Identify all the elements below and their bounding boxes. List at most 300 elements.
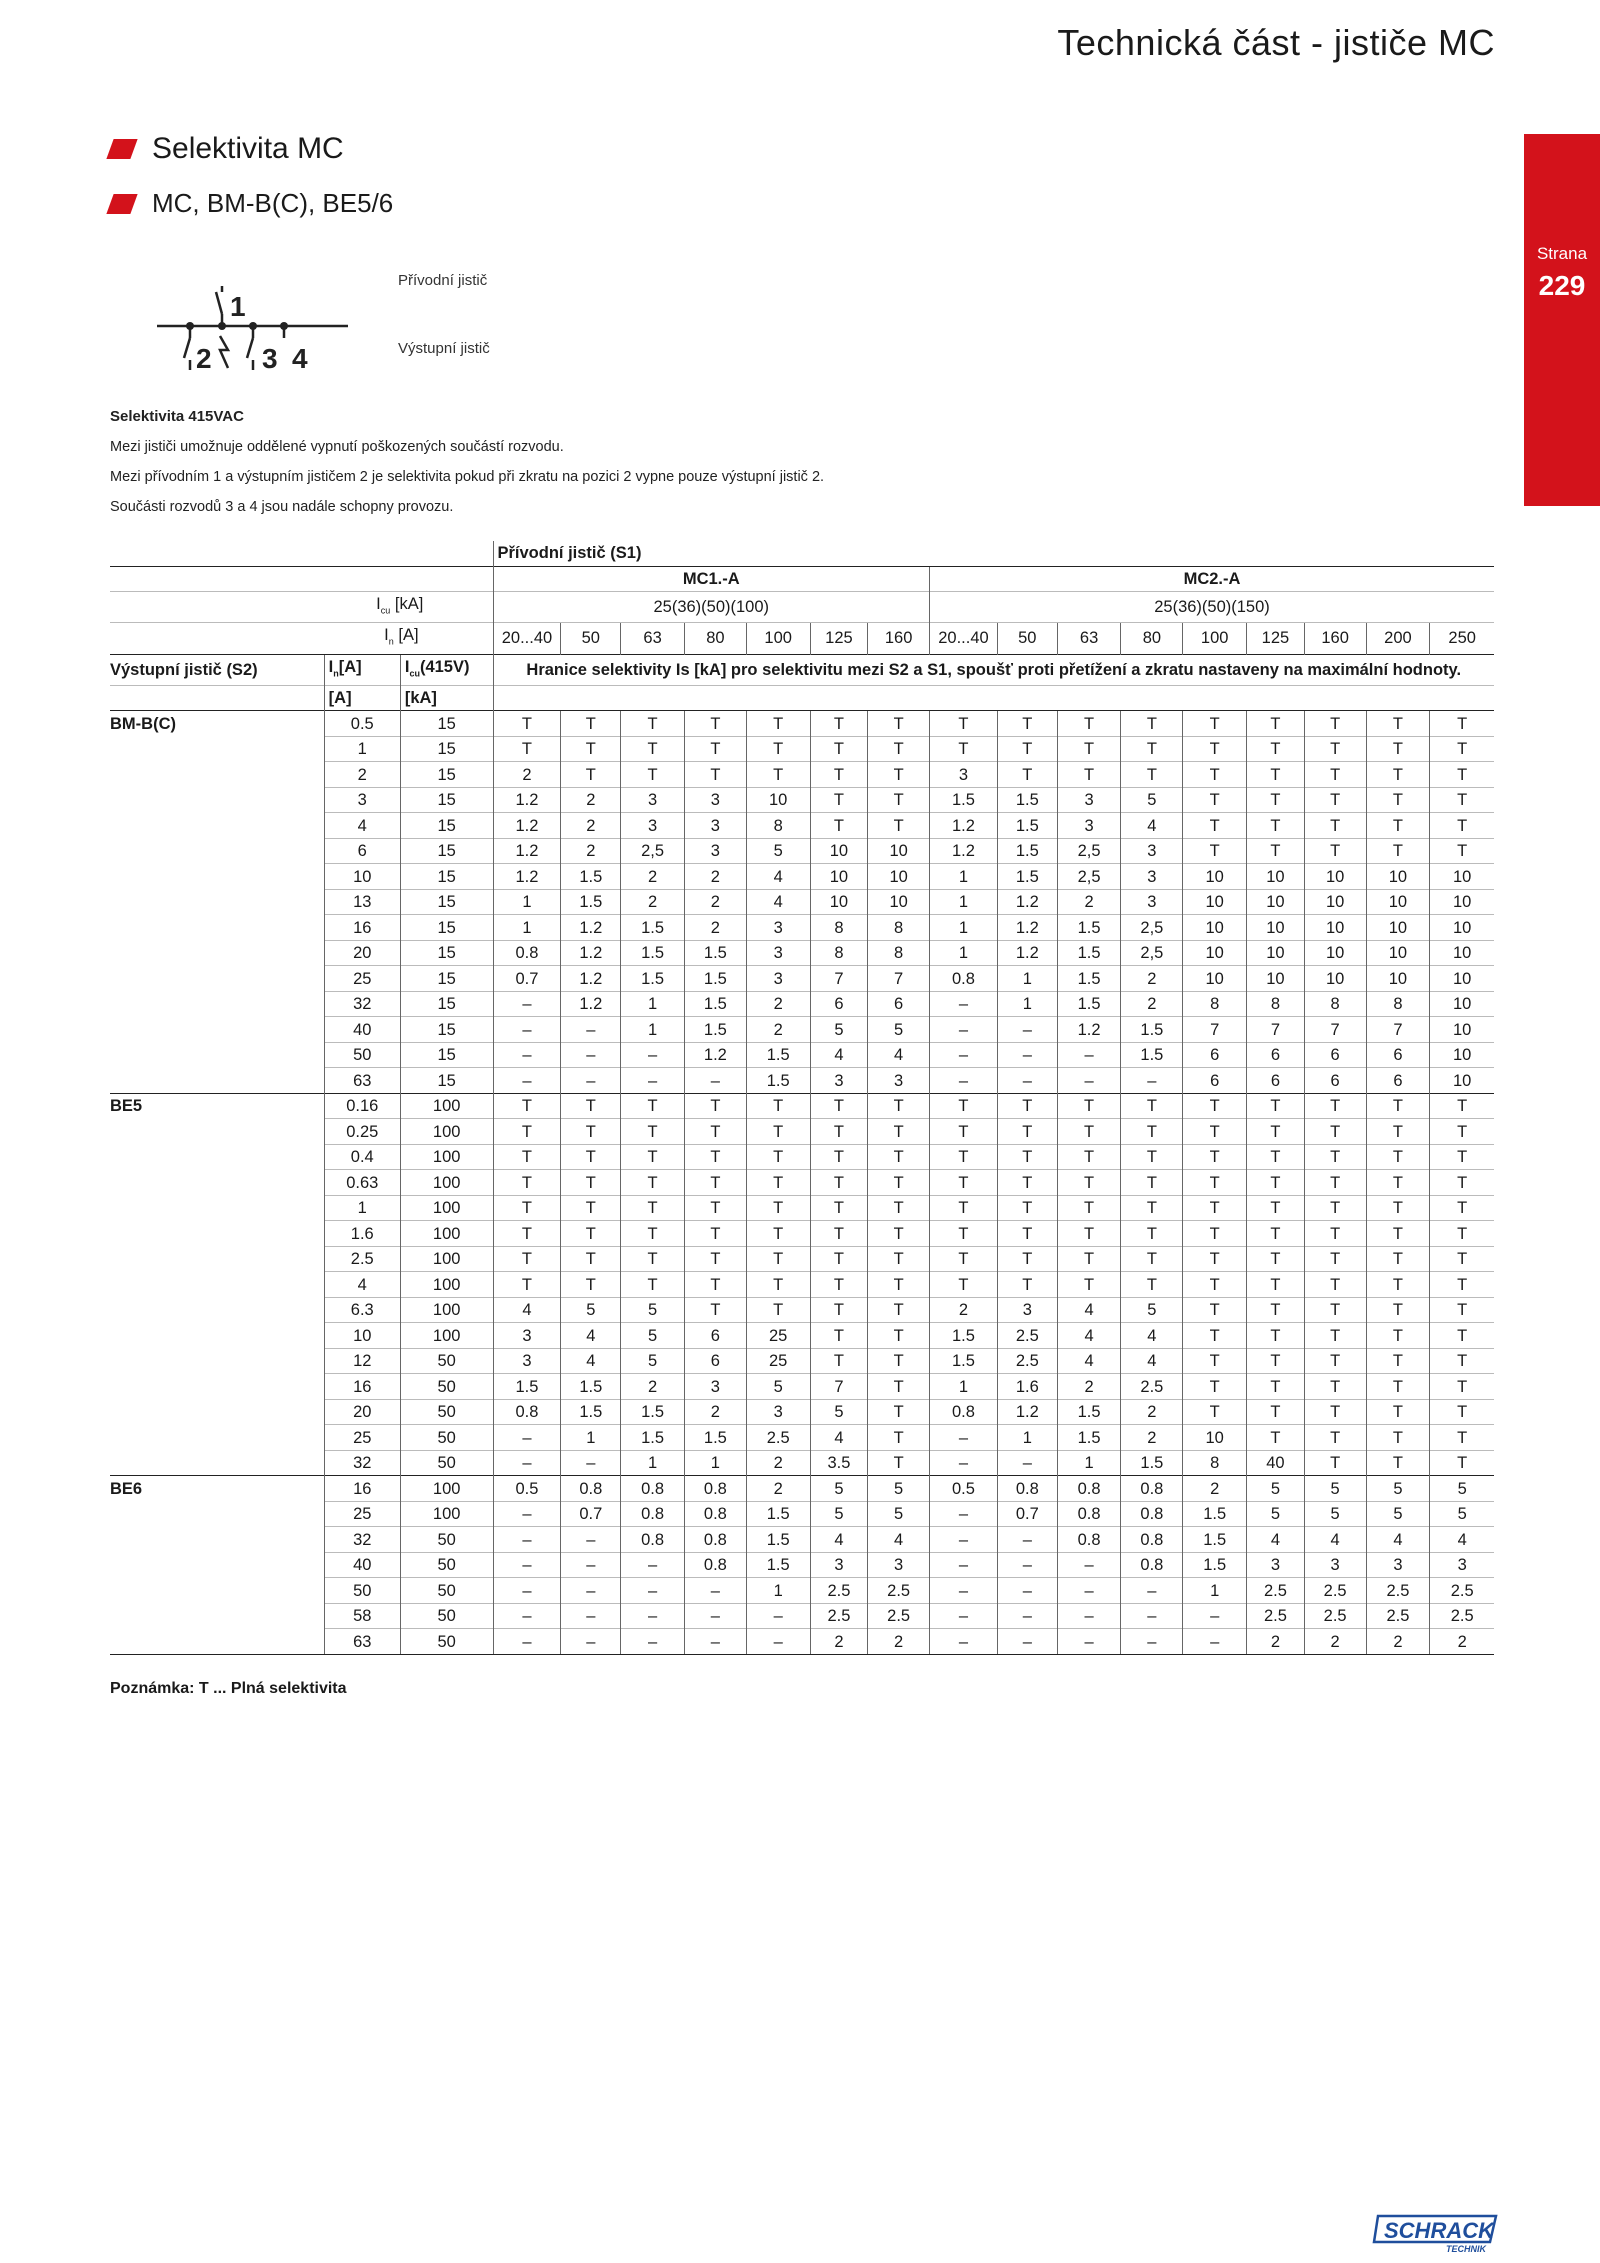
selectivity-cell: T [1430,762,1494,788]
selectivity-cell: 1.2 [493,864,561,890]
selectivity-cell: – [1121,1603,1183,1629]
selectivity-cell: T [810,711,868,737]
breaking-capacity-cell: 15 [400,736,493,762]
table-row [110,1195,1494,1221]
selectivity-cell: T [1057,1195,1121,1221]
rating-header: 63 [1057,623,1121,654]
breaking-capacity-cell: 100 [400,1476,493,1502]
selectivity-cell: T [1430,1195,1494,1221]
selectivity-cell: 1.5 [930,1348,998,1374]
breaking-capacity-cell: 15 [400,711,493,737]
selectivity-cell: T [1057,1170,1121,1196]
breaking-capacity-cell: 50 [400,1348,493,1374]
selectivity-cell: T [493,1119,561,1145]
downstream-header: Výstupní jistič (S2) [110,654,324,685]
selectivity-cell: 1 [621,991,685,1017]
selectivity-cell: 1.5 [1183,1527,1247,1553]
selectivity-cell: T [1247,787,1305,813]
selectivity-cell: 40 [1247,1450,1305,1476]
diagram-number: 3 [262,343,278,374]
selectivity-cell: 3 [1304,1552,1366,1578]
selectivity-cell: 5 [1247,1476,1305,1502]
selectivity-cell: T [746,1119,810,1145]
table-row [110,1119,1494,1145]
rating-header: 125 [810,623,868,654]
selectivity-cell: 6 [1366,1042,1430,1068]
breaking-capacity-cell: 15 [400,762,493,788]
selectivity-cell: T [1121,711,1183,737]
selectivity-cell: 3 [684,1374,746,1400]
selectivity-cell: 7 [868,966,930,992]
rated-current-cell: 63 [324,1068,400,1094]
selectivity-cell: T [1304,1323,1366,1349]
rated-current-cell: 20 [324,940,400,966]
selectivity-cell: 2 [1430,1629,1494,1655]
selectivity-cell: 10 [810,864,868,890]
selectivity-cell: 2 [493,762,561,788]
breaking-capacity-cell: 15 [400,889,493,915]
selectivity-cell: 1.5 [997,838,1057,864]
selectivity-cell: T [684,762,746,788]
selectivity-cell: 3 [1121,864,1183,890]
selectivity-cell: T [1247,1170,1305,1196]
selectivity-cell: 3 [810,1068,868,1094]
selectivity-cell: – [997,1527,1057,1553]
selectivity-cell: 0.8 [930,966,998,992]
selectivity-cell: T [1247,1221,1305,1247]
selectivity-cell: 1.6 [997,1374,1057,1400]
selectivity-cell: 25 [746,1323,810,1349]
table-row [110,1297,1494,1323]
selectivity-cell: – [493,1501,561,1527]
selectivity-cell: 1 [930,915,998,941]
selectivity-cell: T [1057,711,1121,737]
rated-current-cell: 6.3 [324,1297,400,1323]
table-row [110,1093,1494,1119]
selectivity-cell: T [1366,1144,1430,1170]
selectivity-cell: T [868,736,930,762]
selectivity-cell: 10 [1247,889,1305,915]
selectivity-cell: T [1430,1144,1494,1170]
selectivity-cell: T [1366,711,1430,737]
breaking-capacity-cell: 100 [400,1272,493,1298]
selectivity-cell: 1.5 [621,940,685,966]
selectivity-cell: 1.5 [930,1323,998,1349]
selectivity-cell: 10 [1366,966,1430,992]
selectivity-cell: T [868,1246,930,1272]
selectivity-cell: 1.2 [561,915,621,941]
selectivity-cell: T [561,1246,621,1272]
selectivity-cell: 1.2 [997,889,1057,915]
selectivity-cell: 5 [1121,787,1183,813]
selectivity-cell: 0.8 [997,1476,1057,1502]
selectivity-cell: T [621,1246,685,1272]
selectivity-cell: T [1183,711,1247,737]
rated-current-cell: 25 [324,1501,400,1527]
rated-current-cell: 25 [324,966,400,992]
selectivity-cell: 2 [810,1629,868,1655]
selectivity-cell: T [1304,1119,1366,1145]
selectivity-cell: T [621,1195,685,1221]
footnote: Poznámka: T ... Plná selektivita [110,1680,347,1697]
selectivity-cell: 3 [493,1323,561,1349]
selectivity-cell: T [561,1170,621,1196]
rated-current-cell: 0.16 [324,1093,400,1119]
breaking-capacity-cell: 15 [400,787,493,813]
selectivity-cell: 10 [1430,991,1494,1017]
selectivity-cell: T [1121,1272,1183,1298]
rated-current-cell: 4 [324,813,400,839]
rated-current-cell: 40 [324,1017,400,1043]
selectivity-cell: 4 [868,1527,930,1553]
selectivity-cell: T [1430,1374,1494,1400]
selectivity-cell: – [621,1068,685,1094]
selectivity-cell: – [684,1629,746,1655]
selectivity-cell: T [684,1170,746,1196]
selectivity-cell: T [1183,1246,1247,1272]
selectivity-cell: 1.5 [561,1399,621,1425]
selectivity-cell: 1 [997,991,1057,1017]
selectivity-cell: 2 [1057,1374,1121,1400]
selectivity-cell: 10 [868,838,930,864]
selectivity-cell: 10 [1183,1425,1247,1451]
rated-current-cell: 63 [324,1629,400,1655]
selectivity-cell: T [1430,1272,1494,1298]
breaking-capacity-cell: 100 [400,1170,493,1196]
selectivity-cell: 1.5 [1057,966,1121,992]
selectivity-cell: 1.2 [930,838,998,864]
rated-current-cell: 6 [324,838,400,864]
selectivity-cell: 1.2 [561,940,621,966]
breaking-capacity-cell: 100 [400,1501,493,1527]
selectivity-cell: T [1304,1374,1366,1400]
selectivity-cell: 5 [810,1501,868,1527]
selectivity-cell: 6 [868,991,930,1017]
selectivity-cell: T [1430,1425,1494,1451]
selectivity-cell: 4 [1247,1527,1305,1553]
selectivity-cell: – [746,1629,810,1655]
selectivity-cell: T [997,1119,1057,1145]
table-row [110,915,1494,941]
selectivity-cell: T [997,711,1057,737]
selectivity-cell: 2.5 [1247,1603,1305,1629]
downstream-breaker-label: Výstupní jistič [398,340,490,357]
selectivity-cell: T [621,711,685,737]
selectivity-cell: T [1366,813,1430,839]
selectivity-cell: 4 [810,1425,868,1451]
selectivity-cell: T [868,1323,930,1349]
logo-brand: SCHRACK [1384,2218,1494,2243]
selectivity-cell: T [1183,1374,1247,1400]
selectivity-cell: 3 [684,838,746,864]
selectivity-cell: T [930,1221,998,1247]
table-row [110,1399,1494,1425]
selectivity-cell: 3 [684,813,746,839]
selectivity-cell: T [1304,838,1366,864]
selectivity-cell: 5 [746,1374,810,1400]
col-in-header: $I_n[A]$ [324,654,400,685]
selectivity-cell: – [561,1578,621,1604]
selectivity-cell: 3 [621,787,685,813]
selectivity-cell: 2 [1057,889,1121,915]
selectivity-cell: T [746,736,810,762]
selectivity-cell: – [493,991,561,1017]
selectivity-cell: – [621,1603,685,1629]
selectivity-cell: – [493,1603,561,1629]
selectivity-cell: 4 [1121,1348,1183,1374]
selectivity-cell: T [493,1144,561,1170]
selectivity-cell: T [1304,1170,1366,1196]
selectivity-cell: 0.7 [561,1501,621,1527]
rated-current-cell: 10 [324,1323,400,1349]
selectivity-cell: 1.2 [493,787,561,813]
rating-header: 20...40 [493,623,561,654]
selectivity-cell: 1.5 [621,915,685,941]
selectivity-cell: T [561,736,621,762]
selectivity-cell: T [1057,1246,1121,1272]
selectivity-cell: 1 [493,915,561,941]
selectivity-cell: 2.5 [1304,1603,1366,1629]
selectivity-cell: 2 [746,1476,810,1502]
selectivity-cell: T [997,1170,1057,1196]
selectivity-cell: 0.8 [930,1399,998,1425]
selectivity-cell: T [493,1246,561,1272]
selectivity-cell: T [684,1195,746,1221]
page-tab-label: Strana [1536,244,1588,263]
selectivity-cell: 6 [810,991,868,1017]
selectivity-cell: 3 [1057,787,1121,813]
selectivity-cell: 1.5 [561,1374,621,1400]
selectivity-cell: – [930,1017,998,1043]
rated-current-cell: 4 [324,1272,400,1298]
rating-header: 50 [561,623,621,654]
selectivity-cell: 10 [1366,864,1430,890]
selectivity-cell: T [621,1144,685,1170]
selectivity-cell: 2 [746,1450,810,1476]
col-icu-unit: [kA] [400,685,493,711]
selectivity-cell: T [868,762,930,788]
selectivity-cell: – [930,1042,998,1068]
selectivity-cell: 1.2 [997,915,1057,941]
selectivity-cell: – [561,1068,621,1094]
selectivity-cell: 2 [746,1017,810,1043]
selectivity-cell: 2,5 [1057,864,1121,890]
selectivity-cell: T [868,1119,930,1145]
selectivity-cell: 2 [561,787,621,813]
selectivity-cell: T [1057,1221,1121,1247]
selectivity-cell: T [1183,1170,1247,1196]
table-row [110,1629,1494,1655]
table-row [110,762,1494,788]
intro-paragraph: Mezi jističi umožnuje oddělené vypnutí poškozených součástí rozvodu. [110,439,564,455]
selectivity-cell: 8 [1304,991,1366,1017]
selectivity-cell: 4 [1304,1527,1366,1553]
selectivity-cell: T [868,1297,930,1323]
selectivity-cell: 3 [746,966,810,992]
selectivity-cell: 0.8 [1057,1501,1121,1527]
selectivity-cell: 3 [1247,1552,1305,1578]
selectivity-cell: T [930,1246,998,1272]
table-row [110,1527,1494,1553]
table-row [110,1348,1494,1374]
selectivity-cell: T [1366,1272,1430,1298]
selectivity-cell: – [493,1042,561,1068]
selectivity-cell: T [1183,787,1247,813]
selectivity-cell: T [1183,736,1247,762]
selectivity-cell: T [810,813,868,839]
table-row [110,1476,1494,1502]
selectivity-cell: – [493,1450,561,1476]
selectivity-cell: T [1366,1246,1430,1272]
rated-current-cell: 0.25 [324,1119,400,1145]
selectivity-cell: T [810,1170,868,1196]
selectivity-cell: T [746,1221,810,1247]
selectivity-table [110,541,1494,1655]
selectivity-cell: – [561,1017,621,1043]
selectivity-cell: 3 [1366,1552,1430,1578]
selectivity-cell: 10 [1304,915,1366,941]
selectivity-cell: 1.5 [621,966,685,992]
selectivity-cell: T [1366,1221,1430,1247]
selectivity-cell: 1.5 [684,966,746,992]
selectivity-cell: 2.5 [810,1603,868,1629]
selectivity-cell: 1.5 [1121,1042,1183,1068]
selectivity-cell: T [868,1221,930,1247]
selectivity-cell: T [810,1272,868,1298]
in-label: $I_n$ [A] [324,623,493,654]
rating-header: 160 [1304,623,1366,654]
selectivity-cell: 6 [1183,1068,1247,1094]
selectivity-cell: 6 [1304,1042,1366,1068]
selectivity-cell: T [1247,1246,1305,1272]
selectivity-cell: 1.2 [997,940,1057,966]
selectivity-cell: T [997,762,1057,788]
selectivity-cell: T [1183,1323,1247,1349]
selectivity-cell: T [1366,1323,1430,1349]
selectivity-cell: 0.8 [684,1552,746,1578]
selectivity-cell: T [561,1272,621,1298]
selectivity-cell: 3 [810,1552,868,1578]
rated-current-cell: 0.5 [324,711,400,737]
selectivity-cell: 2 [1121,966,1183,992]
table-row [110,838,1494,864]
selectivity-cell: 1 [930,864,998,890]
selectivity-cell: 1.5 [1121,1450,1183,1476]
breaking-capacity-cell: 50 [400,1578,493,1604]
selectivity-cell: T [1121,1119,1183,1145]
selectivity-cell: T [1183,1119,1247,1145]
selectivity-cell: 2,5 [1121,940,1183,966]
selectivity-cell: T [746,1246,810,1272]
rated-current-cell: 40 [324,1552,400,1578]
selectivity-cell: T [1057,1093,1121,1119]
upstream-breaker-label: Přívodní jistič [398,272,488,289]
selectivity-cell: 1.5 [1057,1425,1121,1451]
selectivity-cell: – [930,1501,998,1527]
selectivity-cell: T [1183,1093,1247,1119]
selectivity-cell: T [930,1144,998,1170]
section-title-text: Selektivita MC [152,132,344,165]
selectivity-cell: T [868,1425,930,1451]
rating-header: 100 [1183,623,1247,654]
selectivity-cell: T [1430,1246,1494,1272]
selectivity-cell: – [930,1068,998,1094]
col-icu-header: $I_{cu}(415V)$ [400,654,493,685]
selectivity-cell: 2 [1304,1629,1366,1655]
selectivity-cell: T [810,736,868,762]
selectivity-cell: 4 [1057,1323,1121,1349]
selectivity-cell: T [1430,1170,1494,1196]
selectivity-cell: 1 [746,1578,810,1604]
selectivity-cell: – [997,1552,1057,1578]
table-row [110,1425,1494,1451]
selectivity-cell: – [1057,1552,1121,1578]
selectivity-cell: T [1247,1323,1305,1349]
selectivity-cell: T [810,787,868,813]
selectivity-cell: 2 [621,864,685,890]
selectivity-cell: T [868,787,930,813]
selectivity-cell: T [1304,762,1366,788]
selectivity-cell: 2,5 [621,838,685,864]
breaking-capacity-cell: 15 [400,1068,493,1094]
selectivity-cell: 8 [1247,991,1305,1017]
selectivity-cell: T [1304,1348,1366,1374]
selectivity-cell: 0.8 [621,1476,685,1502]
selectivity-cell: T [1430,1221,1494,1247]
selectivity-cell: 2 [1183,1476,1247,1502]
selectivity-cell: T [810,1297,868,1323]
rated-current-cell: 10 [324,864,400,890]
rated-current-cell: 32 [324,991,400,1017]
breaking-capacity-cell: 15 [400,991,493,1017]
group-header-mc2: MC2.-A [930,566,1495,592]
selectivity-cell: T [1304,1246,1366,1272]
selectivity-cell: 10 [1430,1017,1494,1043]
selectivity-cell: T [868,813,930,839]
selectivity-cell: T [1430,813,1494,839]
selectivity-cell: 0.8 [1121,1527,1183,1553]
selectivity-cell: T [1057,736,1121,762]
selectivity-cell: 7 [810,1374,868,1400]
selectivity-cell: 1.5 [997,813,1057,839]
selectivity-cell: T [746,1093,810,1119]
selectivity-cell: T [930,711,998,737]
selectivity-cell: T [810,1348,868,1374]
selectivity-cell: T [1247,736,1305,762]
breaking-capacity-cell: 100 [400,1119,493,1145]
selectivity-cell: 2 [868,1629,930,1655]
selectivity-cell: T [621,1093,685,1119]
breaker-group-name: BE5 [110,1093,324,1119]
selectivity-cell: T [1304,1425,1366,1451]
selectivity-cell: T [746,1144,810,1170]
selectivity-cell: T [1430,1297,1494,1323]
selectivity-cell: – [684,1578,746,1604]
selectivity-cell: 2 [561,838,621,864]
rating-header: 250 [1430,623,1494,654]
selectivity-cell: T [997,1093,1057,1119]
selectivity-cell: 0.8 [621,1527,685,1553]
selectivity-cell: T [561,1119,621,1145]
selectivity-cell: – [493,1017,561,1043]
selectivity-cell: – [1183,1629,1247,1655]
selectivity-cell: T [621,1272,685,1298]
selectivity-cell: T [1304,736,1366,762]
rated-current-cell: 16 [324,1476,400,1502]
selectivity-cell: T [1366,1093,1430,1119]
selectivity-cell: 7 [1247,1017,1305,1043]
table-row [110,1068,1494,1094]
